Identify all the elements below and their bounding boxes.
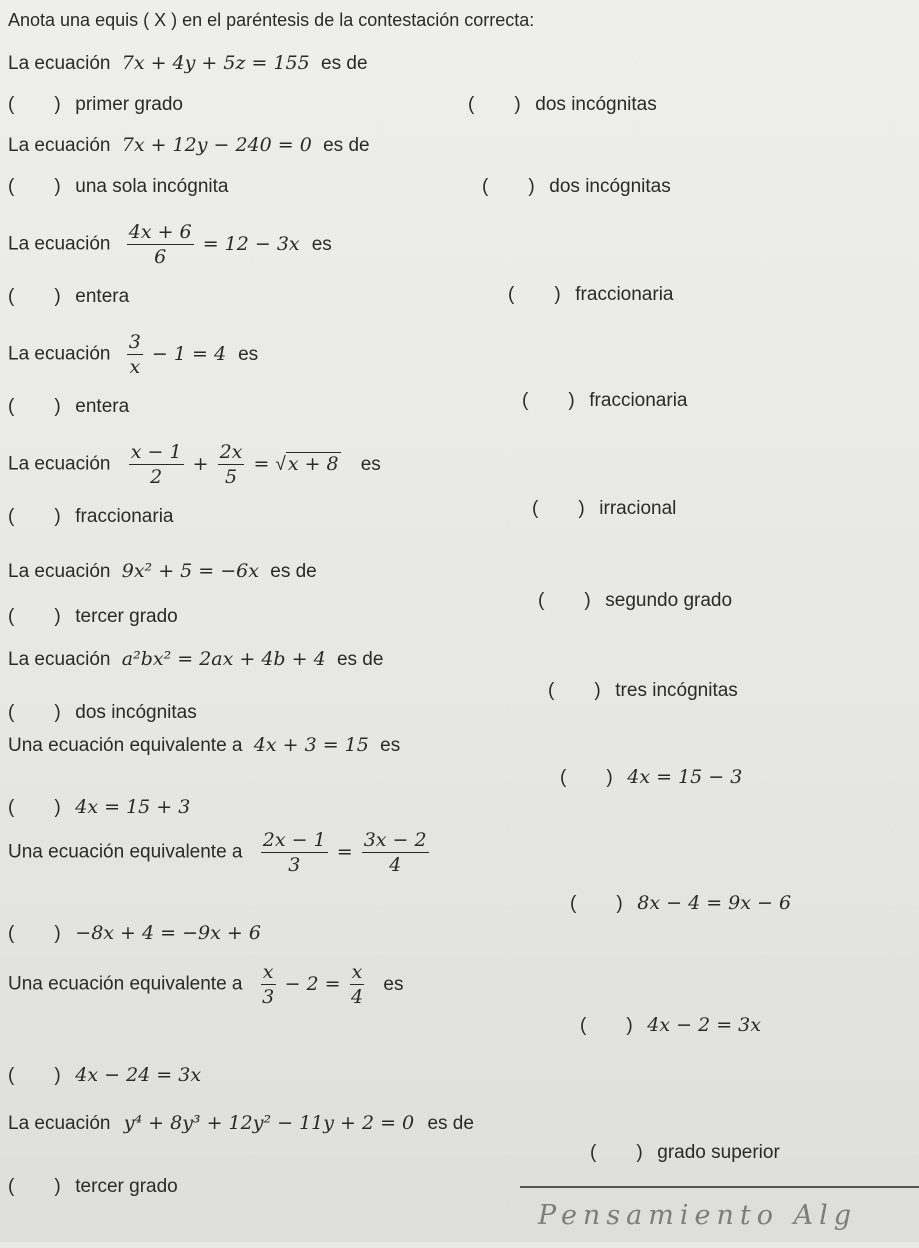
option-9b[interactable]: [570, 892, 791, 915]
footer-banner: Pensamiento Alg: [520, 1186, 919, 1248]
question-prefix: La ecuación: [8, 649, 111, 670]
option-4a[interactable]: [8, 396, 129, 418]
question-suffix: es de: [427, 1113, 474, 1134]
option-3b[interactable]: [508, 284, 674, 306]
question-3: [8, 220, 332, 269]
question-prefix: La ecuación: [8, 135, 111, 156]
option-label: irracional: [599, 498, 677, 519]
answer-paren[interactable]: ( ): [8, 94, 61, 115]
fraction: $\frac{4x + 6}{6}$: [128, 221, 192, 268]
question-prefix: La ecuación: [8, 233, 111, 255]
option-2a[interactable]: [8, 176, 228, 198]
option-1b[interactable]: [468, 94, 657, 116]
option-label: tercer grado: [75, 1176, 178, 1197]
question-suffix: es: [383, 973, 404, 995]
question-prefix: La ecuación: [8, 53, 111, 74]
option-7a[interactable]: [8, 702, 197, 724]
option-label: entera: [75, 396, 130, 417]
answer-paren[interactable]: ( ): [590, 1142, 643, 1163]
option-8b[interactable]: [560, 766, 742, 789]
equation: y⁴ + 8y³ + 12y² − 11y + 2 = 0: [123, 1112, 415, 1134]
answer-paren[interactable]: ( ): [8, 923, 61, 944]
question-prefix: La ecuación: [8, 1113, 111, 1134]
option-5b[interactable]: [532, 498, 676, 520]
equation: 7x + 12y − 240 = 0: [121, 134, 312, 156]
fraction: $\frac{x - 1}{2}$: [130, 441, 182, 488]
equation: 9x² + 5 = −6x: [121, 560, 259, 582]
option-equation: 4x − 24 = 3x: [75, 1064, 202, 1086]
option-9a[interactable]: [8, 922, 261, 945]
fraction: $\frac{x}{4}$: [350, 961, 364, 1008]
fraction: $\frac{3}{x}$: [128, 331, 141, 378]
option-10b[interactable]: [580, 1014, 761, 1037]
option-equation: 4x − 2 = 3x: [647, 1014, 761, 1036]
answer-paren[interactable]: ( ): [8, 797, 61, 818]
option-equation: 8x − 4 = 9x − 6: [637, 892, 792, 914]
option-label: primer grado: [75, 94, 183, 115]
equation-rhs: − 1 = 4: [151, 342, 227, 365]
question-suffix: es: [311, 233, 332, 255]
question-suffix: es de: [323, 135, 370, 156]
question-prefix: La ecuación: [8, 343, 111, 365]
option-label: tres incógnitas: [615, 680, 738, 701]
option-6a[interactable]: [8, 606, 178, 628]
option-11b[interactable]: [590, 1142, 780, 1164]
question-prefix: Una ecuación equivalente a: [8, 973, 243, 995]
option-equation: 4x = 15 − 3: [627, 766, 743, 788]
question-suffix: es: [360, 453, 381, 475]
option-label: grado superior: [657, 1142, 780, 1163]
option-label: entera: [75, 286, 130, 307]
option-label: fraccionaria: [75, 506, 174, 527]
equation: a²bx² = 2ax + 4b + 4: [121, 648, 326, 670]
equation: 7x + 4y + 5z = 155: [121, 52, 310, 74]
option-4b[interactable]: [522, 390, 688, 412]
question-prefix: La ecuación: [8, 453, 111, 475]
option-label: fraccionaria: [589, 390, 688, 411]
option-3a[interactable]: [8, 286, 129, 308]
answer-paren[interactable]: ( ): [8, 286, 61, 307]
question-suffix: es de: [321, 53, 368, 74]
equation: 4x + 3 = 15: [253, 734, 369, 756]
option-2b[interactable]: [482, 176, 671, 198]
option-label: una sola incógnita: [75, 176, 229, 197]
fraction: $\frac{3x - 2}{4}$: [363, 829, 427, 876]
fraction: $\frac{2x}{5}$: [219, 441, 243, 488]
question-prefix: Una ecuación equivalente a: [8, 841, 243, 863]
answer-paren[interactable]: ( ): [580, 1015, 633, 1036]
question-suffix: es de: [336, 649, 384, 670]
answer-paren[interactable]: ( ): [8, 506, 61, 527]
question-11: [8, 1112, 474, 1135]
option-label: dos incógnitas: [549, 176, 671, 197]
question-suffix: es: [380, 735, 401, 756]
option-equation: −8x + 4 = −9x + 6: [75, 922, 261, 944]
square-root: √ x + 8: [275, 452, 339, 475]
option-label: tercer grado: [75, 606, 178, 627]
question-1: [8, 52, 368, 75]
answer-paren[interactable]: ( ): [8, 176, 61, 197]
fraction: $\frac{2x - 1}{3}$: [262, 829, 326, 876]
question-suffix: es de: [270, 561, 317, 582]
answer-paren[interactable]: ( ): [8, 1065, 61, 1086]
answer-paren[interactable]: ( ): [8, 396, 61, 417]
option-label: fraccionaria: [575, 284, 674, 305]
answer-paren[interactable]: ( ): [548, 680, 601, 701]
question-prefix: La ecuación: [8, 561, 111, 582]
option-label: segundo grado: [605, 590, 733, 611]
question-9: Una ecuación equivalente a $\frac{2x - 1}{3}$ = $\frac{3x - 2}{4}$: [8, 829, 427, 876]
question-10: Una ecuación equivalente a $\frac{x}{3}$ − 2 = $\frac{x}{4}$ es: [8, 961, 404, 1008]
option-equation: 4x = 15 + 3: [75, 796, 191, 818]
question-8: [8, 734, 400, 757]
option-label: dos incógnitas: [535, 94, 657, 115]
answer-paren[interactable]: ( ): [8, 702, 61, 723]
option-8a[interactable]: [8, 796, 190, 819]
question-7: [8, 648, 383, 671]
option-7b[interactable]: [548, 680, 738, 702]
option-10a[interactable]: [8, 1064, 201, 1087]
option-11a[interactable]: [8, 1176, 178, 1198]
instruction-text: Anota una equis ( X ) en el paréntesis de la contestación correcta:: [8, 10, 535, 30]
question-5: La ecuación $\frac{x - 1}{2}$ + $\frac{2x}{5}$ = √ x + 8 es: [8, 441, 381, 488]
answer-paren[interactable]: ( ): [560, 767, 613, 788]
option-6b[interactable]: [538, 590, 732, 612]
answer-paren[interactable]: ( ): [570, 893, 623, 914]
option-1a[interactable]: [8, 94, 183, 116]
answer-paren[interactable]: ( ): [508, 284, 561, 305]
answer-paren[interactable]: ( ): [522, 390, 575, 411]
question-4: [8, 330, 258, 379]
answer-paren[interactable]: ( ): [468, 94, 521, 115]
option-5a[interactable]: [8, 506, 174, 528]
answer-paren[interactable]: ( ): [482, 176, 535, 197]
answer-paren[interactable]: ( ): [532, 498, 585, 519]
question-2: [8, 134, 370, 157]
fraction: $\frac{x}{3}$: [262, 961, 275, 1008]
answer-paren[interactable]: ( ): [8, 606, 61, 627]
equation-rhs: = 12 − 3x: [202, 232, 300, 255]
answer-paren[interactable]: ( ): [538, 590, 591, 611]
answer-paren[interactable]: ( ): [8, 1176, 61, 1197]
question-suffix: es: [238, 343, 259, 365]
question-6: [8, 560, 317, 583]
option-label: dos incógnitas: [75, 702, 197, 723]
question-prefix: Una ecuación equivalente a: [8, 735, 243, 756]
